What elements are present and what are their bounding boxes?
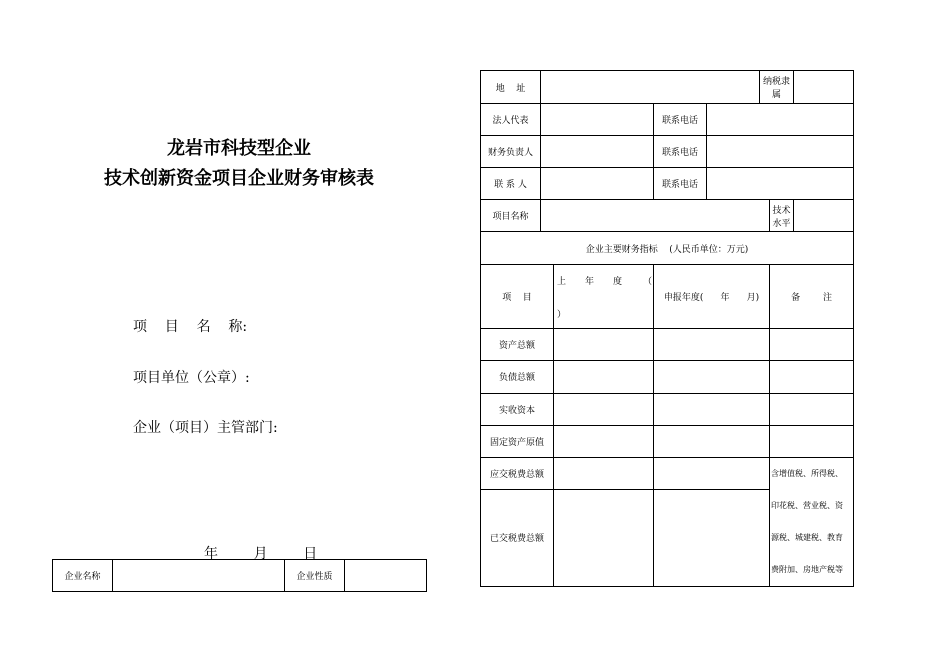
tax-note-cell xyxy=(770,457,854,586)
tax-note-line: 含增值税、所得税、 xyxy=(771,468,843,478)
row-fixed-assets-report[interactable] xyxy=(654,425,770,457)
row-total-assets-label: 资产总额 xyxy=(481,329,554,361)
finance-audit-table xyxy=(480,70,854,587)
legal-rep-phone-label: 联系电话 xyxy=(654,104,707,136)
finance-head-phone-field[interactable] xyxy=(707,136,854,168)
row-taxes-paid-report[interactable] xyxy=(654,489,770,586)
contact-phone-field[interactable] xyxy=(707,168,854,200)
company-nature-field[interactable] xyxy=(345,560,427,592)
tech-level-label: 技术水平 xyxy=(770,200,794,232)
finance-head-phone-label: 联系电话 xyxy=(654,136,707,168)
row-taxes-payable-label: 应交税费总额 xyxy=(481,457,554,489)
row-fixed-assets-notes[interactable] xyxy=(770,425,854,457)
row-taxes-payable-report[interactable] xyxy=(654,457,770,489)
tax-affiliation-field[interactable] xyxy=(794,71,854,104)
indicators-header: 企业主要财务指标 (人民币单位：万元) xyxy=(481,232,854,265)
company-nature-label: 企业性质 xyxy=(285,560,345,592)
row-total-assets-prev[interactable] xyxy=(554,329,654,361)
cover-title-line1: 龙岩市科技型企业 xyxy=(167,138,311,159)
project-name-label: 项 目 名 称: xyxy=(133,319,248,335)
col-notes-header: 备 注 xyxy=(770,265,854,329)
project-unit-label: 项目单位（公章）: xyxy=(133,370,250,386)
row-taxes-payable-prev[interactable] xyxy=(554,457,654,489)
prev-year-char: 度 xyxy=(613,277,623,288)
legal-rep-field[interactable] xyxy=(541,104,654,136)
finance-head-field[interactable] xyxy=(541,136,654,168)
col-prev-year-header xyxy=(554,265,654,329)
company-info-table xyxy=(52,559,427,592)
row-taxes-paid-label: 已交税费总额 xyxy=(481,489,554,586)
tax-note-line: 费附加、房地产税等 xyxy=(771,564,843,574)
row-total-assets-report[interactable] xyxy=(654,329,770,361)
prev-year-char: 年 xyxy=(585,277,595,288)
tax-note-line: 源税、城建税、教育 xyxy=(771,532,843,542)
project-name-cell-label: 项目名称 xyxy=(481,200,541,232)
contact-phone-label: 联系电话 xyxy=(654,168,707,200)
prev-year-char: ） xyxy=(557,310,567,321)
row-total-liabilities-report[interactable] xyxy=(654,361,770,393)
row-paid-in-capital-report[interactable] xyxy=(654,393,770,425)
tech-level-field[interactable] xyxy=(794,200,854,232)
cover-title-line2: 技术创新资金项目企业财务审核表 xyxy=(104,168,374,189)
address-field[interactable] xyxy=(541,71,760,104)
legal-rep-phone-field[interactable] xyxy=(707,104,854,136)
authority-label: 企业（项目）主管部门: xyxy=(133,420,278,436)
row-taxes-paid-prev[interactable] xyxy=(554,489,654,586)
prev-year-char: 上 xyxy=(557,277,567,288)
address-label: 地 址 xyxy=(481,71,541,104)
row-paid-in-capital-notes[interactable] xyxy=(770,393,854,425)
row-fixed-assets-label: 固定资产原值 xyxy=(481,425,554,457)
legal-rep-label: 法人代表 xyxy=(481,104,541,136)
row-paid-in-capital-prev[interactable] xyxy=(554,393,654,425)
contact-label: 联 系 人 xyxy=(481,168,541,200)
row-fixed-assets-prev[interactable] xyxy=(554,425,654,457)
col-report-year-header: 申报年度( 年 月) xyxy=(654,265,770,329)
prev-year-char: （ xyxy=(643,277,653,288)
col-item-header: 项 目 xyxy=(481,265,554,329)
company-name-label: 企业名称 xyxy=(53,560,113,592)
finance-head-label: 财务负责人 xyxy=(481,136,541,168)
row-total-liabilities-prev[interactable] xyxy=(554,361,654,393)
tax-affiliation-label: 纳税隶属 xyxy=(760,71,794,104)
row-total-liabilities-label: 负债总额 xyxy=(481,361,554,393)
company-name-field[interactable] xyxy=(113,560,285,592)
row-total-assets-notes[interactable] xyxy=(770,329,854,361)
row-paid-in-capital-label: 实收资本 xyxy=(481,393,554,425)
contact-field[interactable] xyxy=(541,168,654,200)
row-total-liabilities-notes[interactable] xyxy=(770,361,854,393)
tax-note-line: 印花税、营业税、资 xyxy=(771,500,843,510)
project-name-field[interactable] xyxy=(541,200,770,232)
date-label: 年 月 日 xyxy=(204,546,318,562)
